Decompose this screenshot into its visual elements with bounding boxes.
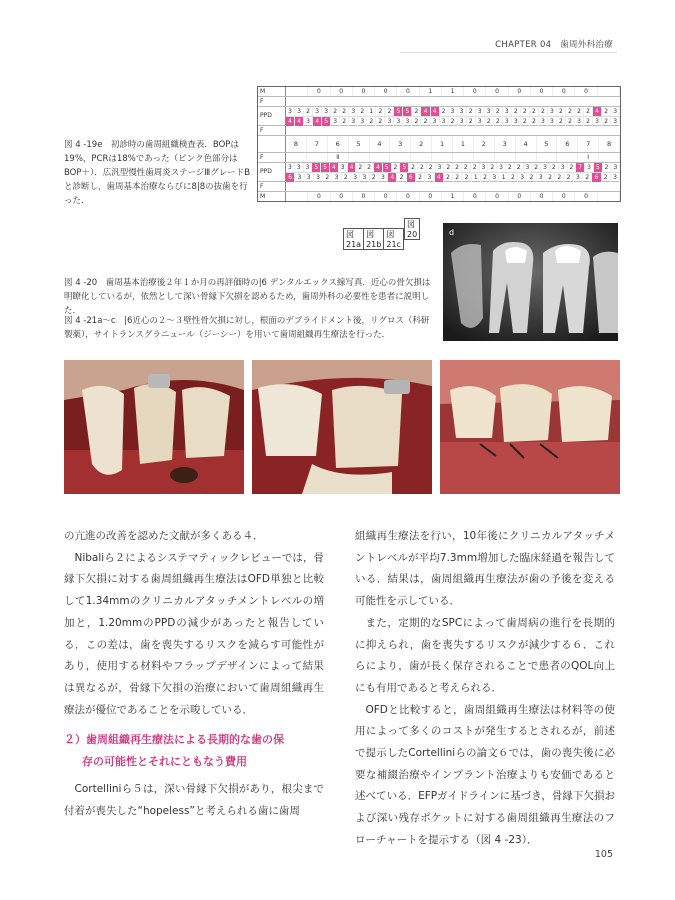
furc-mid-cell: Ⅰ bbox=[578, 153, 599, 162]
teeth-cell: 2 bbox=[474, 136, 495, 152]
furc-mid-cell bbox=[286, 153, 307, 162]
tooth-number-row bbox=[258, 136, 620, 153]
ppd-ub-cell: 3 bbox=[611, 107, 620, 116]
mob-up-cell: 0 bbox=[397, 87, 419, 96]
ppd-upper-rows: PPD 3 3 2 3 3 2 2 3 2 1 2 2 5 5 2 4 4 2 3 3 2 3 3 2 3 2 2 2 2 3 2 2 2 2 4 2 3 4 4 3 4 5 3 2 3 3 2 2 3 3 3 2 2 3 3 2 3 2 3 2 2 3 3 2 2 3 3 2 2 3 2 3 2 3 bbox=[258, 107, 620, 126]
ppd-ll-cell: 4 bbox=[348, 163, 357, 172]
ppd-ul-cell: 3 bbox=[593, 117, 602, 126]
ppd-ll-cell: 3 bbox=[497, 163, 506, 172]
ppd-lb-cell: 2 bbox=[527, 173, 536, 182]
ppd-ub-cell: 2 bbox=[602, 107, 611, 116]
mob-lo-cell: 0 bbox=[397, 192, 419, 201]
ppd-ll-cell: 3 bbox=[304, 163, 313, 172]
ppd-ll-cell: 3 bbox=[480, 163, 489, 172]
ppd-ub-cell: 5 bbox=[394, 107, 403, 116]
ppd-ul-cell: 3 bbox=[440, 117, 449, 126]
ppd-lb-cell: 3 bbox=[425, 173, 434, 182]
teeth-cell: 1 bbox=[432, 136, 453, 152]
ppd-lb-cell: 6 bbox=[592, 173, 601, 182]
right-paragraph-3: OFDと比較すると，歯周組織再生療法は材料等の使用によって多くのコストが発生するとされるが，前述で提示したCortelliniらの論文６では，歯の喪失後に必要な補綴治療やインプラント治療よりも安価であると述べている．EFPガイドラインに基づき，骨縁下欠損および深い残存ポケットに対する歯周組織再生療法のフローチャートを提示する（図 4 -23）． bbox=[355, 703, 615, 846]
ppd-lb-cell: 3 bbox=[379, 173, 388, 182]
ppd-ll-cell: 2 bbox=[453, 163, 462, 172]
mob-lo-cell: 0 bbox=[553, 192, 575, 201]
furc-mid-cell bbox=[557, 153, 578, 162]
ppd-lb-cell: 3 bbox=[295, 173, 304, 182]
mob-lo-cell: 0 bbox=[575, 192, 597, 201]
furc-mid-cell bbox=[370, 153, 391, 162]
ppd-ul-cell: 2 bbox=[602, 117, 611, 126]
mob-up-cell: 1 bbox=[420, 87, 442, 96]
ppd-ub-cell: 2 bbox=[340, 107, 349, 116]
chapter-header: CHAPTER 04 歯周外科治療 bbox=[495, 40, 613, 50]
ppd-ub-cell: 4 bbox=[593, 107, 602, 116]
ppd-ub-cell: 2 bbox=[557, 107, 566, 116]
ppd-ll-cell: 2 bbox=[532, 163, 541, 172]
ppd-ul-cell: 2 bbox=[412, 117, 421, 126]
ppd-ul-cell: 3 bbox=[331, 117, 340, 126]
furcation-lower-row-2: F bbox=[258, 182, 620, 192]
ppd-lb-cell: 2 bbox=[481, 173, 490, 182]
mob-up-cell: 0 bbox=[353, 87, 375, 96]
furc-mid-cell bbox=[516, 153, 537, 162]
ppd-ul-cell: 3 bbox=[539, 117, 548, 126]
teeth-cell: 7 bbox=[307, 136, 328, 152]
ppd-lb-cell: 3 bbox=[611, 173, 620, 182]
ppd-ub-cell: 2 bbox=[512, 107, 521, 116]
ppd-ul-cell: 3 bbox=[349, 117, 358, 126]
ppd-ub-cell: 3 bbox=[458, 107, 467, 116]
furc-mid-cell bbox=[599, 153, 620, 162]
ppd-ll-cell: 2 bbox=[365, 163, 374, 172]
figure-19e-caption: 図 4 -19e 初診時の歯周組織検査表．BOPは19%，PCRは18%であった（ピンク色部分はBOP＋）．広汎型慢性歯周炎ステージⅢグレードBと診断し，歯周基本治療ならびに8|8の抜歯を行った． bbox=[64, 140, 251, 206]
mob-up-cell bbox=[598, 87, 620, 96]
furc-mid-cell bbox=[537, 153, 558, 162]
ppd-ul-cell: 3 bbox=[403, 117, 412, 126]
ppd-ul-cell: 4 bbox=[295, 117, 304, 126]
ppd-ub-cell: 3 bbox=[349, 107, 358, 116]
ppd-ll-cell: 2 bbox=[550, 163, 559, 172]
ppd-ub-cell: 1 bbox=[367, 107, 376, 116]
ppd-ul-cell: 3 bbox=[304, 117, 313, 126]
ppd-ub-cell: 2 bbox=[584, 107, 593, 116]
page-number: 105 bbox=[594, 849, 613, 860]
ppd-ub-cell: 2 bbox=[358, 107, 367, 116]
ppd-ul-cell: 4 bbox=[286, 117, 295, 126]
ppd-ub-cell: 2 bbox=[530, 107, 539, 116]
ppd-ul-cell: 2 bbox=[340, 117, 349, 126]
mob-lo-cell: 0 bbox=[509, 192, 531, 201]
ppd-lb-cell: 4 bbox=[388, 173, 397, 182]
ppd-ul-cell: 2 bbox=[494, 117, 503, 126]
ppd-ul-cell: 2 bbox=[485, 117, 494, 126]
section-heading: ２）歯周組織再生療法による長期的な歯の保 存の可能性とそれにともなう費用 bbox=[64, 733, 284, 769]
mob-lo-cell: 0 bbox=[464, 192, 486, 201]
mob-lo-cell: 0 bbox=[375, 192, 397, 201]
teeth-cell: 1 bbox=[453, 136, 474, 152]
mob-lo-cell bbox=[286, 192, 308, 201]
mob-lo-cell: 0 bbox=[353, 192, 375, 201]
ppd-ub-cell: 4 bbox=[431, 107, 440, 116]
right-paragraph-2: また，定期的なSPCによって歯周病の進行を長期的に抑えられ，歯を喪失するリスクが減少する６．これらにより，歯が長く保存されることで患者のQOL向上にも有用であると考えられる． bbox=[355, 616, 615, 694]
ppd-lb-cell: 1 bbox=[472, 173, 481, 182]
figure-21-caption: 図 4 -21a～c |6近心の２～３壁性骨欠損に対し，根面のデブライドメント後，リグロス（科研製薬），サイトランスグラニュール（ジーシー）を用いて歯周組織再生療法を行った． bbox=[64, 316, 430, 340]
furcation-upper-row-2: F bbox=[258, 126, 620, 136]
ppd-ll-cell: 3 bbox=[436, 163, 445, 172]
ppd-ul-cell: 4 bbox=[313, 117, 322, 126]
mob-lo-cell: 0 bbox=[308, 192, 330, 201]
figure-20-caption: 図 4 -20 歯周基本治療後２年１か月の再評価時の|6 デンタルエックス線写真．近心の骨欠損は明瞭化しているが，依然として深い骨縁下欠損を認めるため，歯周外科の必要性を患者に説明した． bbox=[64, 278, 431, 316]
teeth-cell: 3 bbox=[390, 136, 411, 152]
ppd-ub-cell: 2 bbox=[575, 107, 584, 116]
ppd-ll-cell: 5 bbox=[383, 163, 392, 172]
ppd-ub-cell: 3 bbox=[449, 107, 458, 116]
ppd-ll-cell: 4 bbox=[374, 163, 383, 172]
furc-mid-cell: Ⅱ bbox=[328, 153, 349, 162]
teeth-cell: 6 bbox=[557, 136, 578, 152]
ppd-ul-cell: 3 bbox=[512, 117, 521, 126]
ppd-ll-cell: 3 bbox=[286, 163, 295, 172]
ppd-ll-cell: 2 bbox=[603, 163, 612, 172]
ppd-ul-cell: 2 bbox=[376, 117, 385, 126]
dental-xray-image bbox=[443, 223, 618, 341]
ppd-ul-cell: 3 bbox=[503, 117, 512, 126]
mob-up-cell: 0 bbox=[464, 87, 486, 96]
furc-mid-cell bbox=[307, 153, 328, 162]
ppd-ll-cell: 3 bbox=[611, 163, 620, 172]
mob-lo-cell bbox=[598, 192, 620, 201]
ppd-ul-cell: 3 bbox=[575, 117, 584, 126]
ppd-lb-cell: 1 bbox=[499, 173, 508, 182]
ppd-ub-cell: 5 bbox=[403, 107, 412, 116]
ppd-lb-cell: 2 bbox=[546, 173, 555, 182]
ppd-ll-cell: 2 bbox=[462, 163, 471, 172]
ppd-ul-cell: 2 bbox=[557, 117, 566, 126]
mob-up-cell: 0 bbox=[553, 87, 575, 96]
ppd-ub-cell: 3 bbox=[503, 107, 512, 116]
teeth-cell: 4 bbox=[516, 136, 537, 152]
body-left-column bbox=[64, 526, 324, 823]
ppd-ll-cell: 2 bbox=[444, 163, 453, 172]
ppd-ub-cell: 3 bbox=[286, 107, 295, 116]
ppd-ub-cell: 2 bbox=[539, 107, 548, 116]
label-fig21b: 図21b bbox=[363, 228, 384, 250]
furcation-upper-row: F bbox=[258, 97, 620, 107]
ppd-ub-cell: 3 bbox=[485, 107, 494, 116]
ppd-ul-cell: 5 bbox=[322, 117, 331, 126]
mob-lo-cell: 1 bbox=[442, 192, 464, 201]
ppd-lb-cell: 3 bbox=[360, 173, 369, 182]
label-fig20: 図20 bbox=[404, 218, 420, 240]
ppd-ub-cell: 2 bbox=[304, 107, 313, 116]
ppd-ll-cell: 2 bbox=[515, 163, 524, 172]
body-right-column bbox=[355, 526, 615, 852]
mob-up-cell: 0 bbox=[575, 87, 597, 96]
ppd-lb-cell: 4 bbox=[435, 173, 444, 182]
furcation-lower-row: F Ⅱ Ⅰ bbox=[258, 153, 620, 163]
xray-corner-label: d bbox=[449, 228, 455, 237]
ppd-ub-cell: 2 bbox=[412, 107, 421, 116]
ppd-ll-cell: 2 bbox=[488, 163, 497, 172]
ppd-ub-cell: 3 bbox=[476, 107, 485, 116]
left-paragraph-2: Nibaliら２によるシステマティックレビューでは，骨縁下欠損に対する歯周組織再生療法はOFD単独と比較して1.34mmのクリニカルアタッチメントレベルの増加と，1.20mmのPPDの減少があったと報告している．この差は，歯を喪失するリスクを減らす可能性があり，使用する材料やフラップデザインによって結果は異なるが，骨縁下欠損の治療において歯周組織再生療法が優位であることを示唆している． bbox=[64, 551, 324, 716]
furc-mid-cell bbox=[474, 153, 495, 162]
ppd-ub-cell: 2 bbox=[467, 107, 476, 116]
ppd-ll-cell: 2 bbox=[418, 163, 427, 172]
ppd-ul-cell: 2 bbox=[449, 117, 458, 126]
clinical-photo-21b bbox=[252, 360, 432, 494]
ppd-ll-cell: 5 bbox=[321, 163, 330, 172]
teeth-cell: 4 bbox=[370, 136, 391, 152]
mob-up-cell: 0 bbox=[486, 87, 508, 96]
furc-mid-cell bbox=[411, 153, 432, 162]
right-paragraph-1: 組織再生療法を行い，10年後にクリニカルアタッチメントレベルが平均7.3mm増加した臨床経過を報告している．結果は，歯周組織再生療法が歯の予後を変える可能性を示している． bbox=[355, 530, 615, 608]
ppd-lb-cell: 2 bbox=[462, 173, 471, 182]
furc-mid-cell bbox=[495, 153, 516, 162]
ppd-ul-cell: 2 bbox=[530, 117, 539, 126]
ppd-lb-cell: 3 bbox=[518, 173, 527, 182]
ppd-ul-cell: 3 bbox=[548, 117, 557, 126]
mob-lo-cell: 0 bbox=[331, 192, 353, 201]
mob-up-cell: 0 bbox=[531, 87, 553, 96]
ppd-ll-cell: 2 bbox=[427, 163, 436, 172]
ppd-ul-cell: 2 bbox=[584, 117, 593, 126]
ppd-ub-cell: 3 bbox=[295, 107, 304, 116]
ppd-ll-cell: 3 bbox=[585, 163, 594, 172]
ppd-ll-cell: 5 bbox=[312, 163, 321, 172]
ppd-ll-cell: 2 bbox=[568, 163, 577, 172]
ppd-ll-cell: 4 bbox=[330, 163, 339, 172]
ppd-ll-cell: 3 bbox=[524, 163, 533, 172]
ppd-lb-cell: 2 bbox=[583, 173, 592, 182]
ppd-lower-rows: PPD 3 3 3 5 5 4 3 4 2 2 4 5 2 5 2 2 2 3 2 2 2 2 3 2 3 2 2 3 2 3 2 3 2 7 3 5 2 3 6 3 3 3 2 3 2 3 3 2 3 4 2 6 2 3 4 2 2 2 1 2 3 1 2 3 2 3 2 2 2 3 2 6 2 3 bbox=[258, 163, 620, 182]
clinical-photo-21a bbox=[64, 360, 244, 494]
ppd-ll-cell: 2 bbox=[356, 163, 365, 172]
teeth-cell: 5 bbox=[349, 136, 370, 152]
mob-up-cell bbox=[286, 87, 308, 96]
teeth-cell: 7 bbox=[578, 136, 599, 152]
left-paragraph-3: Cortelliniら５は，深い骨縁下欠損があり，根尖まで付着が喪失した“hopeless”と考えられる歯に歯周 bbox=[64, 783, 324, 818]
ppd-ll-cell: 5 bbox=[400, 163, 409, 172]
mob-lo-cell: 0 bbox=[531, 192, 553, 201]
ppd-ul-cell: 2 bbox=[367, 117, 376, 126]
ppd-ll-cell: 3 bbox=[559, 163, 568, 172]
furc-mid-cell bbox=[432, 153, 453, 162]
ppd-ub-cell: 2 bbox=[385, 107, 394, 116]
ppd-ul-cell: 3 bbox=[458, 117, 467, 126]
ppd-lb-cell: 3 bbox=[314, 173, 323, 182]
ppd-ul-cell: 3 bbox=[394, 117, 403, 126]
ppd-lb-cell: 3 bbox=[574, 173, 583, 182]
mob-up-cell: 1 bbox=[442, 87, 464, 96]
teeth-cell: 5 bbox=[537, 136, 558, 152]
ppd-ul-cell: 3 bbox=[358, 117, 367, 126]
ppd-ll-cell: 3 bbox=[541, 163, 550, 172]
teeth-cell: 2 bbox=[411, 136, 432, 152]
periodontal-chart bbox=[257, 86, 621, 202]
ppd-lb-cell: 2 bbox=[416, 173, 425, 182]
clinical-photo-21c bbox=[440, 360, 620, 494]
mob-up-cell: 0 bbox=[331, 87, 353, 96]
ppd-ll-cell: 5 bbox=[594, 163, 603, 172]
ppd-lb-cell: 6 bbox=[407, 173, 416, 182]
furc-mid-cell bbox=[453, 153, 474, 162]
ppd-lb-cell: 3 bbox=[537, 173, 546, 182]
ppd-ll-cell: 3 bbox=[295, 163, 304, 172]
left-paragraph-1: の亢進の改善を認めた文献が多くある４． bbox=[64, 530, 264, 542]
ppd-ul-cell: 3 bbox=[431, 117, 440, 126]
ppd-ub-cell: 2 bbox=[521, 107, 530, 116]
ppd-lb-cell: 2 bbox=[323, 173, 332, 182]
ppd-ll-cell: 2 bbox=[506, 163, 515, 172]
mob-lo-cell: 0 bbox=[486, 192, 508, 201]
mobility-lower-row: M 0 0 0 0 0 0 1 0 0 0 0 0 0 bbox=[258, 192, 620, 201]
ppd-ub-cell: 3 bbox=[313, 107, 322, 116]
ppd-lb-cell: 3 bbox=[332, 173, 341, 182]
mob-up-cell: 0 bbox=[509, 87, 531, 96]
ppd-lb-cell: 2 bbox=[509, 173, 518, 182]
label-fig21a: 図21a bbox=[343, 228, 364, 250]
teeth-cell: 8 bbox=[286, 136, 307, 152]
ppd-lb-cell: 2 bbox=[564, 173, 573, 182]
ppd-lb-cell: 6 bbox=[286, 173, 295, 182]
ppd-lb-cell: 2 bbox=[555, 173, 564, 182]
ppd-ul-cell: 2 bbox=[521, 117, 530, 126]
mob-up-cell: 0 bbox=[308, 87, 330, 96]
ppd-ul-cell: 2 bbox=[421, 117, 430, 126]
ppd-lb-cell: 3 bbox=[351, 173, 360, 182]
teeth-cell: 8 bbox=[599, 136, 620, 152]
ppd-ul-cell: 2 bbox=[566, 117, 575, 126]
ppd-lb-cell: 2 bbox=[342, 173, 351, 182]
ppd-lb-cell: 2 bbox=[453, 173, 462, 182]
teeth-cell: 3 bbox=[495, 136, 516, 152]
furc-mid-cell bbox=[390, 153, 411, 162]
ppd-ub-cell: 2 bbox=[440, 107, 449, 116]
header-rule bbox=[400, 52, 617, 53]
mob-lo-cell: 0 bbox=[420, 192, 442, 201]
ppd-ub-cell: 3 bbox=[548, 107, 557, 116]
ppd-ll-cell: 3 bbox=[339, 163, 348, 172]
ppd-ll-cell: 2 bbox=[392, 163, 401, 172]
ppd-ul-cell: 2 bbox=[467, 117, 476, 126]
ppd-ub-cell: 2 bbox=[566, 107, 575, 116]
ppd-lb-cell: 2 bbox=[397, 173, 406, 182]
ppd-ll-cell: 2 bbox=[471, 163, 480, 172]
ppd-ub-cell: 2 bbox=[494, 107, 503, 116]
ppd-ll-cell: 2 bbox=[409, 163, 418, 172]
ppd-lb-cell: 3 bbox=[305, 173, 314, 182]
teeth-cell: 6 bbox=[328, 136, 349, 152]
ppd-lb-cell: 2 bbox=[602, 173, 611, 182]
mob-up-cell: 0 bbox=[375, 87, 397, 96]
label-fig21c: 図21c bbox=[383, 228, 404, 250]
ppd-lb-cell: 2 bbox=[370, 173, 379, 182]
ppd-ub-cell: 2 bbox=[376, 107, 385, 116]
ppd-ub-cell: 4 bbox=[421, 107, 430, 116]
ppd-ub-cell: 3 bbox=[322, 107, 331, 116]
ppd-ll-cell: 7 bbox=[576, 163, 585, 172]
mobility-upper-row: M 0 0 0 0 0 1 1 0 0 0 0 0 0 bbox=[258, 87, 620, 97]
ppd-ul-cell: 3 bbox=[385, 117, 394, 126]
ppd-lb-cell: 3 bbox=[490, 173, 499, 182]
ppd-ub-cell: 2 bbox=[331, 107, 340, 116]
ppd-ul-cell: 3 bbox=[476, 117, 485, 126]
ppd-lb-cell: 2 bbox=[444, 173, 453, 182]
furc-mid-cell bbox=[349, 153, 370, 162]
ppd-ul-cell: 3 bbox=[611, 117, 620, 126]
